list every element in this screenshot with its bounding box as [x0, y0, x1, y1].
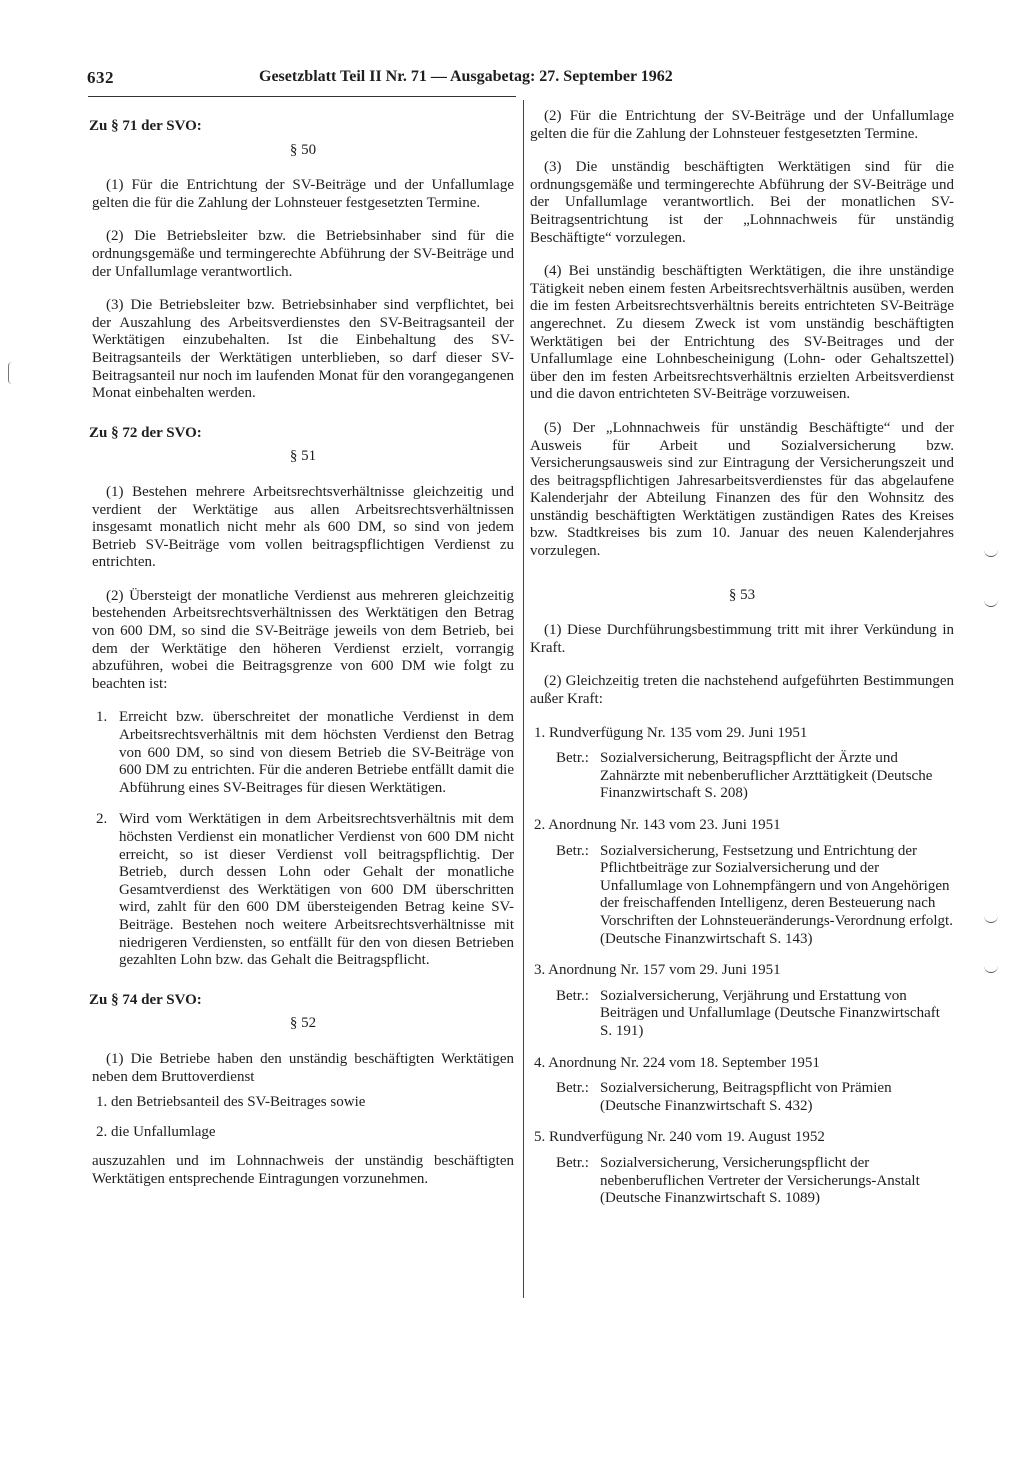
par52-subsection-5: (5) Der „Lohnnachweis für unständig Beschäftigte“ und der Ausweis für Arbeit und Sozialversicherung bzw. Versicherungsausweis sind zur Eintragung der Versicherungszeit und des beitragspflichtigen Jahresarbeitsverdienstes für das abgelaufene Kalenderjahr der Abteilung Finanzen des für den Wohnsitz des unständig beschäftigten Werktätigen zuständigen Rates des Kreises bzw. Stadtkreises bis zum 10. Januar des neuen Kalenderjahres vorzulegen.	[530, 419, 954, 560]
paragraph-title-51: § 51	[289, 448, 317, 465]
entry-subject	[530, 843, 954, 949]
betr-label: Betr.:	[556, 1154, 589, 1171]
par53-subsection-2: (2) Gleichzeitig treten die nachstehend aufgeführten Bestimmungen außer Kraft:	[530, 673, 954, 708]
par51-subsection-1: (1) Bestehen mehrere Arbeitsrechtsverhältnisse gleichzeitig und verdient der Werktätige aus allen Arbeitsrechtsverhältnissen insgesamt monatlich nicht mehr als 600 DM, so sind von jedem Betrieb SV-Beiträge vom vollen beitragspflichtigen Verdienst zu entrichten.	[92, 483, 514, 571]
betr-text: Sozialversicherung, Festsetzung und Entrichtung der Pflichtbeiträge zur Sozialversicherung und der Unfallumlage von Lohnempfängern und von Angehörigen der freischaffenden Intelligenz, deren Besteuerung nach Vorschriften der Lohnsteueränderungs-Verordnung erfolgt. (Deutsche Finanzwirtschaft S. 143)	[600, 842, 953, 947]
entry-subject	[530, 988, 954, 1041]
repealed-entry	[530, 1129, 954, 1207]
betr-label: Betr.:	[556, 987, 589, 1004]
list-item	[92, 811, 514, 969]
margin-mark	[984, 550, 998, 557]
margin-mark	[984, 966, 998, 973]
repealed-entry	[530, 817, 954, 948]
par53-subsection-1: (1) Diese Durchführungsbestimmung tritt mit ihrer Verkündung in Kraft.	[530, 622, 954, 656]
margin-mark	[984, 916, 998, 923]
repealed-entry	[530, 962, 954, 1040]
page-number: 632	[87, 68, 114, 87]
par52-subsection-2: (2) Für die Entrichtung der SV-Beiträge und der Unfallumlage gelten die für die Zahlung der Lohnsteuer festgesetzten Termine.	[530, 108, 954, 142]
column-divider	[523, 100, 524, 1298]
paragraph-title-52: § 52	[289, 1015, 317, 1032]
betr-text: Sozialversicherung, Beitragspflicht der Ärzte und Zahnärzte mit nebenberuflicher Arzttätigkeit (Deutsche Finanzwirtschaft S. 208)	[600, 750, 933, 802]
left-column	[89, 118, 514, 1205]
enum-item-2: 2. die Unfallumlage	[96, 1123, 216, 1140]
par51-subsection-2: (2) Übersteigt der monatliche Verdienst aus mehreren gleichzeitig bestehenden Arbeitsrechtsverhältnissen des Werktätigen den Betrag von 600 DM, so sind die SV-Beiträge jeweils von dem Betrieb, bei dem der Werktätige den höheren Verdienst erzielt, vorrangig abzuführen, wobei die Beitragsgrenze von 600 DM wie folgt zu beachten ist:	[92, 587, 514, 692]
repealed-entry	[530, 725, 954, 803]
section-heading-71: Zu § 71 der SVO:	[89, 118, 202, 134]
header-rule	[88, 96, 516, 97]
list-item-number: 1.	[96, 709, 108, 726]
entry-subject	[530, 750, 954, 803]
par50-subsection-3: (3) Die Betriebsleiter bzw. Betriebsinhaber sind verpflichtet, bei der Auszahlung des Arbeitsverdienstes den SV-Beitragsanteil der Werktätigen einzubehalten. Ist die Einbehaltung des SV-Beitragsanteils der Werktätigen unterblieben, so darf dieser SV-Beitragsanteil nur noch im laufenden Monat für den vorangegangenen Monat einbehalten werden.	[92, 297, 514, 402]
paragraph-title-50: § 50	[289, 141, 317, 158]
page-header	[87, 68, 755, 88]
margin-bracket-mark	[8, 362, 13, 384]
par52-continuation: auszuzahlen und im Lohnnachweis der unständig beschäftigten Werktätigen entsprechende Eintragungen vorzunehmen.	[92, 1153, 514, 1187]
betr-label: Betr.:	[556, 750, 589, 767]
entry-heading: 4. Anordnung Nr. 224 vom 18. September 1951	[534, 1054, 820, 1071]
section-heading-72: Zu § 72 der SVO:	[89, 424, 202, 441]
section-heading-74: Zu § 74 der SVO:	[89, 991, 202, 1008]
list-item-text: Erreicht bzw. überschreitet der monatliche Verdienst in dem Arbeitsrechtsverhältnis mit dem höchsten Verdienst den Betrag von 600 DM, so sind von diesem Betrieb die SV-Beiträge von 600 DM zu entrichten. Für die anderen Betriebe entfällt damit die Abführung eines SV-Beitrages für diesen Werktätigen.	[119, 709, 514, 796]
par52-subsection-3: (3) Die unständig beschäftigten Werktätigen sind für die ordnungsgemäße und termingerechte Abführung der SV-Beiträge und der Unfallumlage verantwortlich. Bei der monatlichen SV-Beitragsentrichtung ist der „Lohnnachweis für unständig Beschäftigte“ vorzulegen.	[530, 159, 954, 246]
header-title: Gesetzblatt Teil II Nr. 71 — Ausgabetag: 27. September 1962	[259, 68, 673, 85]
list-item-text: Wird vom Werktätigen in dem Arbeitsrechtsverhältnis mit dem höchsten Verdienst ein monatlicher Verdienst von 600 DM nicht erreicht, so ist dieser Verdienst voll beitragspflichtig. Der Betrieb, durch dessen Lohn oder Gehalt der monatliche Gesamtverdienst des Werktätigen von 600 DM überschritten wird, zahlt für den 600 DM übersteigenden Betrag keine SV-Beiträge. Bestehen noch weitere Arbeitsrechtsverhältnisse mit niedrigeren Verdiensten, so entfällt für den von diesen Betrieben gezahlten Lohn bzw. das Gehalt die Beitragspflicht.	[119, 811, 514, 969]
betr-label: Betr.:	[556, 842, 589, 859]
entry-heading: 1. Rundverfügung Nr. 135 vom 29. Juni 1951	[534, 724, 808, 741]
repealed-entry	[530, 1055, 954, 1116]
list-item-number: 2.	[96, 811, 108, 828]
entry-heading: 3. Anordnung Nr. 157 vom 29. Juni 1951	[534, 962, 781, 979]
entry-heading: 2. Anordnung Nr. 143 vom 23. Juni 1951	[534, 817, 781, 833]
right-column	[530, 108, 954, 1222]
paragraph-title-53: § 53	[728, 586, 756, 603]
betr-label: Betr.:	[556, 1080, 589, 1097]
enum-item-1: 1. den Betriebsanteil des SV-Beitrages sowie	[96, 1094, 366, 1111]
entry-subject	[530, 1080, 954, 1115]
entry-subject	[530, 1155, 954, 1208]
entry-heading: 5. Rundverfügung Nr. 240 vom 19. August 1952	[534, 1129, 825, 1146]
par50-subsection-2: (2) Die Betriebsleiter bzw. die Betriebsinhaber sind für die ordnungsgemäße und termingerechte Abführung der SV-Beiträge und der Unfallumlage verantwortlich.	[92, 228, 514, 280]
par52-subsection-1: (1) Die Betriebe haben den unständig beschäftigten Werktätigen neben dem Bruttoverdienst	[92, 1050, 514, 1085]
betr-text: Sozialversicherung, Verjährung und Erstattung von Beiträgen und Unfallumlage (Deutsche Finanzwirtschaft S. 191)	[600, 987, 940, 1039]
par52-subsection-4: (4) Bei unständig beschäftigten Werktätigen, die ihre unständige Tätigkeit neben einem festen Arbeitsrechtsverhältnis ausüben, werden die im festen Arbeitsrechtsverhältnis bereits entrichteten SV-Beiträge angerechnet. Zu diesem Zweck ist vom unständig beschäftigten Werktätigen bei der Entrichtung des SV-Beitrages und der Unfallumlage eine Lohnbescheinigung (Lohn- oder Gehaltszettel) über den im festen Arbeitsrechtsverhältnis erzielten Arbeitsverdienst und die davon entrichteten SV-Beiträge vorzuweisen.	[530, 263, 954, 403]
par50-subsection-1: (1) Für die Entrichtung der SV-Beiträge und der Unfallumlage gelten die für die Zahlung der Lohnsteuer festgesetzten Termine.	[92, 177, 514, 211]
margin-mark	[984, 600, 998, 607]
list-item	[92, 709, 514, 797]
betr-text: Sozialversicherung, Beitragspflicht von Prämien (Deutsche Finanzwirtschaft S. 432)	[600, 1080, 892, 1114]
betr-text: Sozialversicherung, Versicherungspflicht der nebenberuflichen Vertreter der Versicherungs-Anstalt (Deutsche Finanzwirtschaft S. 1089)	[600, 1154, 920, 1207]
